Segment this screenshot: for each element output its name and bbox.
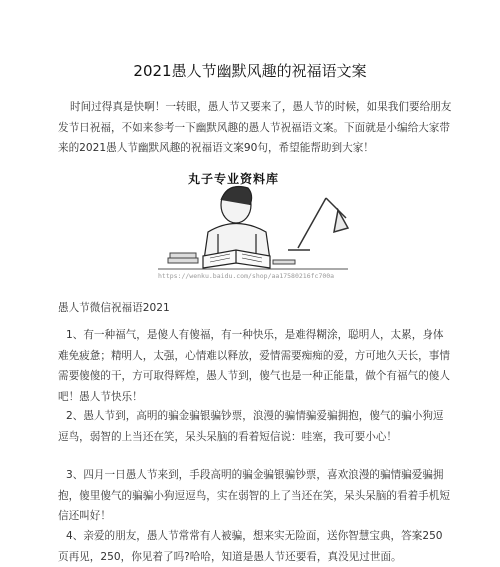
- list-item: 3、四月一日愚人节来到，手段高明的骗金骗银骗钞票，喜欢浪漫的骗情骗爱骗拥抱，傻里傻气的骗骗小狗逗逗鸟，实在弱智的上了当还在笑，呆头呆脑的看着手机短信还叫好！: [58, 469, 450, 522]
- intro-paragraph: 时间过得真是快啊！一转眼，愚人节又要来了，愚人节的时候，如果我们要给朋友发节日祝福，不如来参考一下幽默风趣的愚人节祝福语文案。下面就是小编给大家带来的2021愚人节幽默风趣的祝福语文案90句，希望能帮助到大家！: [58, 101, 452, 154]
- page-title: 2021愚人节幽默风趣的祝福语文案: [133, 62, 367, 80]
- illustration: [148, 170, 358, 285]
- list-item: 1、有一种福气，是傻人有傻福，有一种快乐，是难得糊涂，聪明人，太累，身体难免疲惫；精明人，太强，心情难以释放，爱情需要痴痴的爱，方可地久天长，事情需要傻傻的干，方可取得辉煌，愚人节到，傻气也是一种正能量，做个有福气的傻人吧！愚人节快乐！: [58, 329, 450, 403]
- list-item: 2、愚人节到，高明的骗金骗银骗钞票，浪漫的骗情骗爱骗拥抱，傻气的骗小狗逗逗鸟，弱智的上当还在笑，呆头呆脑的看着短信说：哇塞，我可要小心！: [58, 410, 444, 443]
- list-item: 4、亲爱的朋友，愚人节常常有人被骗，想来实无险面，送你智慧宝典，答案250页再见，250，你见着了吗?哈哈，知道是愚人节还要看，真没见过世面。: [58, 530, 443, 563]
- illustration-caption: 丸子专业资料库: [188, 172, 280, 186]
- illustration-watermark: https://wenku.baidu.com/shop/aa17580216fc700a: [158, 272, 335, 280]
- desk-lamp-icon: [288, 198, 348, 250]
- section-heading: 愚人节微信祝福语2021: [58, 302, 170, 314]
- person-figure: [204, 187, 270, 261]
- reading-person-sketch: [148, 170, 358, 285]
